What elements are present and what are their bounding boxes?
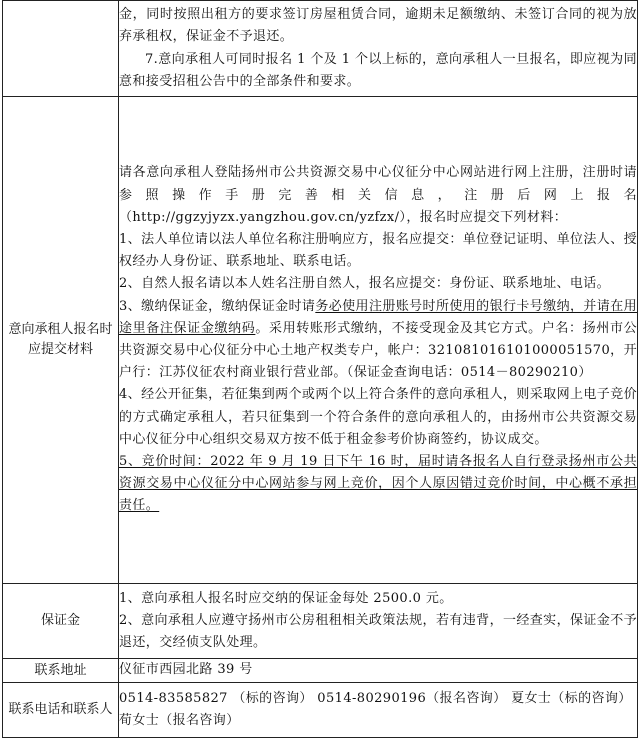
address-label: 联系地址 <box>3 659 119 683</box>
deposit-line-1: 1、意向承租人报名时应交纳的保证金每处 2500.0 元。 <box>119 590 453 606</box>
continuation-content-cell <box>119 1 638 97</box>
deposit-row <box>3 584 638 659</box>
materials-label: 意向承租人报名时应提交材料 <box>3 97 119 584</box>
materials-content-cell <box>119 97 638 584</box>
continuation-label-cell <box>3 1 119 97</box>
materials-item-5: 5、竞价时间：2022 年 9 月 19 日下午 16 时，届时请各报名人自行登录扬州市公共资源交易中心仪征分中心网站参与网上竞价，因个人原因错过竞价时间，中心概不承担责任。 <box>119 454 637 514</box>
address-row <box>3 659 638 683</box>
contact-label: 联系电话和联系人 <box>3 683 119 738</box>
continuation-row <box>3 1 638 97</box>
deposit-content-cell <box>119 584 638 659</box>
contact-row <box>3 683 638 738</box>
item-3-text-a: 3、缴纳保证金，缴纳保证金时请 <box>119 298 316 314</box>
materials-item-4: 4、经公开征集，若征集到两个或两个以上符合条件的意向承租人，则采取网上电子竞价的方式确定承租人，若只征集到一个符合条件的意向承租人的，由扬州市公共资源交易中心仪征分中心组织交易双方按不低于租金参考价协商签约，协议成交。 <box>119 387 637 447</box>
materials-item-2: 2、自然人报名请以本人姓名注册自然人，报名应提交：身份证、联系地址、电话。 <box>119 276 611 292</box>
item-3-text-b: 。采用转账形式缴纳，不接受现金及其它方式。户名：扬州市公共资源交易中心仪征分中心土地产权类专户，帐户：321081016101000051570，开户行：江苏仪征农村商业银行营业部。（保证金查询电话：0514－80290210） <box>119 320 637 381</box>
deposit-line-2: 2、意向承租人应遵守扬州市公房租租相关政策法规，若有违背，一经查实，保证金不予退还，交经侦支队处理。 <box>119 612 637 651</box>
materials-item-3 <box>119 296 637 385</box>
materials-row <box>3 97 638 584</box>
paragraph: 7.意向承租人可同时报名 1 个及 1 个以上标的，意向承租人一旦报名，即应视为同意和接受招租公告中的全部条件和要求。 <box>119 51 637 89</box>
address-value: 仪征市西园北路 39 号 <box>119 659 638 683</box>
deposit-label: 保证金 <box>3 584 119 659</box>
paragraph: 金，同时按照出租方的要求签订房屋租赁合同，逾期未足额缴纳、未签订合同的视为放弃承租权，保证金不予退还。 <box>119 7 637 45</box>
item-3-underlined: 务必使用注册账号时所使用的银行卡号缴纳，并请在用途里备注保证金缴纳码 <box>119 298 637 336</box>
contact-value: 0514-83585827 （标的咨询） 0514-80290196（报名咨询） 夏女士（标的咨询） 荀女士（报名咨询） <box>119 683 638 738</box>
document-table <box>2 0 638 738</box>
materials-intro: 请各意向承租人登陆扬州市公共资源交易中心仪征分中心网站进行网上注册，注册时请参照操作手册完善相关信息，注册后网上报名（http://ggzyjyzx.yangzhou.gov.cn/yzfzx/），报名时应提交下列材料： <box>119 165 637 225</box>
materials-item-1: 1、法人单位请以法人单位名称注册响应方，报名应提交：单位登记证明、单位法人、授权经办人身份证、联系地址、联系电话。 <box>119 231 637 270</box>
